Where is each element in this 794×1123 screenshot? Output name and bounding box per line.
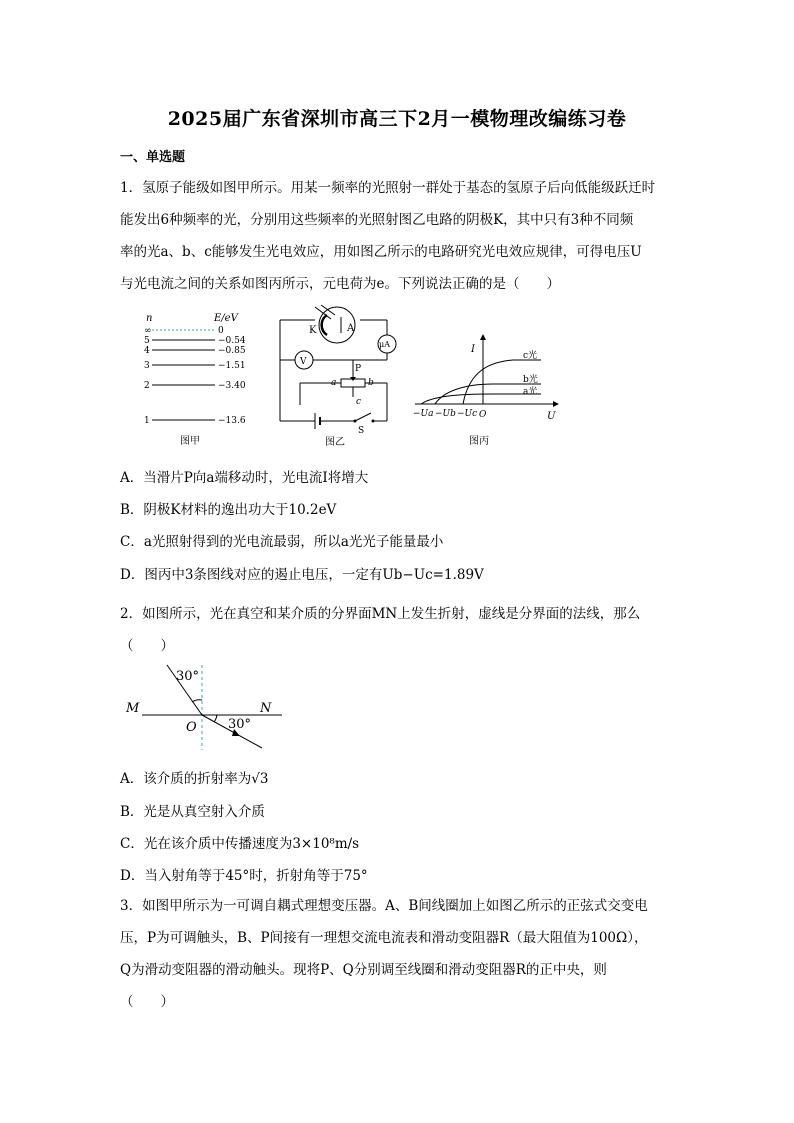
circuit-diagram (275, 305, 405, 450)
level-n-3: 3 (144, 361, 150, 371)
ub-label: −Ub (435, 409, 456, 419)
level-e-2: −3.40 (218, 381, 246, 391)
fig-a-caption: 图甲 (180, 436, 200, 447)
angle-bottom-label: 30° (228, 717, 252, 732)
q1-line-3: 率的光a、b、c能够发生光电效应，用如图乙所示的电路研究光电效应规律，可得电压U (120, 244, 642, 260)
i-axis-label: I (471, 344, 475, 355)
level-e-4: −0.85 (218, 346, 246, 356)
rheostat-b-label: b (368, 378, 374, 388)
page-title: 2025届广东省深圳市高三下2月一模物理改编练习卷 (167, 108, 627, 130)
fig-b-caption: 图乙 (325, 437, 345, 448)
voltmeter-label: V (300, 357, 307, 367)
a-light-label: a光 (523, 387, 538, 397)
q3-line-1: 3．如图甲所示为一可调自耦式理想变压器。A、B间线圈加上如图乙所示的正弦式交变电 (120, 898, 648, 914)
b-light-label: b光 (523, 375, 538, 385)
q3-line-3: Q为滑动变阻器的滑动触头。现将P、Q分别调至线圈和滑动变阻器R的正中央，则 (120, 962, 607, 978)
q2-option-d: D．当入射角等于45°时，折射角等于75° (120, 868, 368, 884)
photocurrent-graph (413, 332, 563, 450)
rheostat-c-label: c (356, 397, 362, 407)
q1-option-b: B．阴极K材料的逸出功大于10.2eV (120, 502, 337, 518)
q2-option-b: B．光是从真空射入介质 (120, 804, 265, 820)
level-n-2: 2 (144, 381, 150, 391)
energy-level-diagram (140, 310, 260, 450)
q1-line-1: 1．氢原子能级如图甲所示。用某一频率的光照射一群处于基态的氢原子后向低能级跃迁时 (120, 180, 656, 196)
rheostat-a-label: a (331, 378, 337, 388)
u-axis-label: U (547, 411, 556, 422)
level-e-3: −1.51 (218, 361, 246, 371)
c-light-label: c光 (523, 351, 538, 361)
level-n-5: 5 (144, 336, 150, 346)
q2-line-2: （ ） (120, 638, 174, 654)
point-o-label: O (186, 720, 197, 735)
q2-option-c: C．光在该介质中传播速度为3×10⁸m/s (120, 836, 360, 852)
q1-option-d: D．图丙中3条图线对应的遏止电压，一定有Ub−Uc=1.89V (120, 567, 484, 583)
q3-line-2: 压，P为可调触头，B、P间接有一理想交流电流表和滑动变阻器R（最大阻值为100Ω）， (120, 930, 648, 946)
level-n-1: 1 (144, 416, 150, 426)
section-heading: 一、单选题 (120, 150, 186, 165)
origin-label: O (479, 410, 487, 420)
n-axis-label: n (146, 313, 153, 324)
uc-label: −Uc (457, 409, 478, 419)
q2-line-1: 2．如图所示，光在真空和某介质的分界面MN上发生折射，虚线是分界面的法线，那么 (120, 606, 641, 622)
point-n-label: N (260, 701, 272, 716)
level-e-1: −13.6 (218, 416, 246, 426)
q3-line-4: （ ） (120, 994, 174, 1010)
level-e-inf: 0 (218, 326, 224, 336)
q1-option-a: A．当滑片P向a端移动时，光电流I将增大 (120, 470, 369, 486)
level-n-4: 4 (144, 346, 150, 356)
cathode-label: K (309, 325, 317, 336)
switch-label: S (358, 426, 365, 436)
ua-label: −Ua (413, 409, 434, 419)
angle-top-label: 30° (176, 669, 200, 684)
slider-p-label: P (355, 364, 362, 374)
switch-icon (355, 413, 371, 421)
q1-line-2: 能发出6种频率的光，分别用这些频率的光照射图乙电路的阴极K，其中只有3种不同频 (120, 212, 634, 228)
level-e-5: −0.54 (218, 336, 246, 346)
refraction-diagram (122, 660, 292, 755)
anode-label: A (347, 323, 355, 334)
microammeter-label: μA (379, 340, 390, 349)
fig-c-caption: 图丙 (469, 436, 489, 447)
q1-option-c: C．a光照射得到的光电流最弱，所以a光光子能量最小 (120, 534, 444, 550)
point-m-label: M (126, 701, 140, 716)
e-axis-label: E/eV (214, 313, 238, 324)
q2-option-a: A．该介质的折射率为√3 (120, 771, 269, 787)
level-n-inf: ∞ (144, 326, 152, 336)
q1-line-4: 与光电流之间的关系如图丙所示，元电荷为e。下列说法正确的是（ ） (120, 276, 560, 292)
